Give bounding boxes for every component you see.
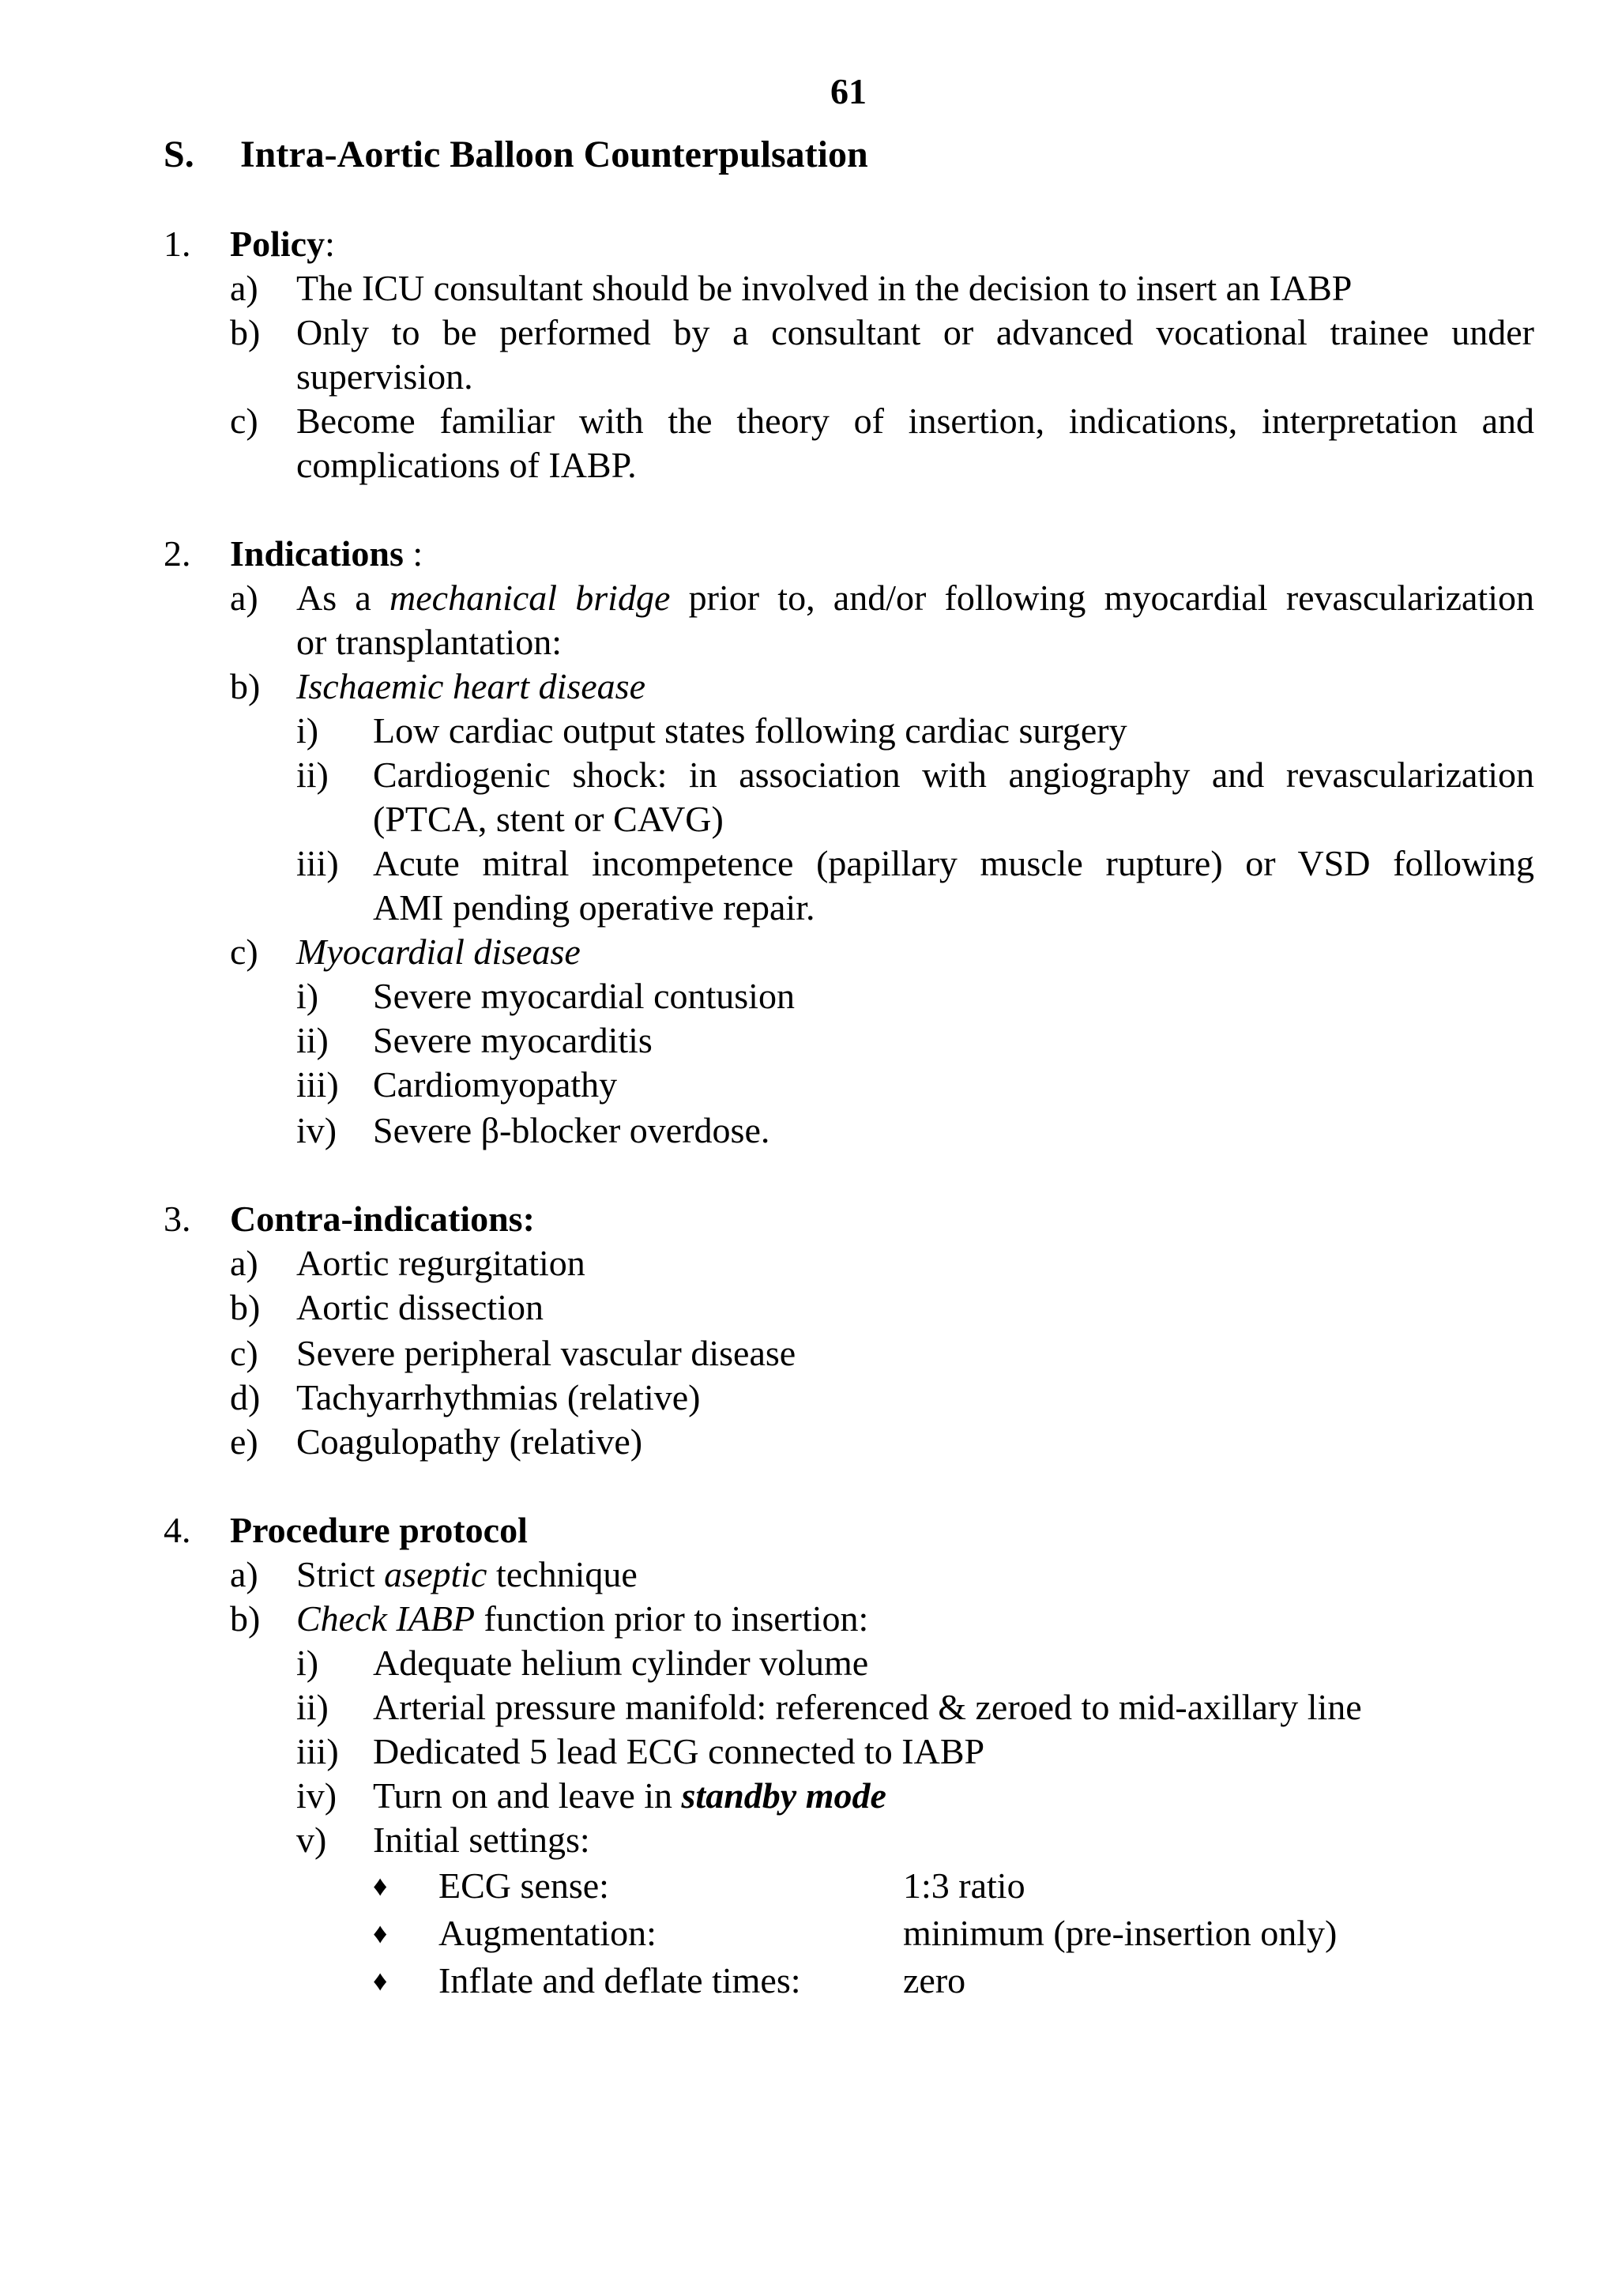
contraindications-b-text: Aortic dissection	[296, 1287, 544, 1327]
contraindications-b-label: b)	[230, 1287, 261, 1327]
indications-a-line1: As a mechanical bridge prior to, and/or following myocardial revascularization	[296, 578, 1534, 618]
contraindications-number: 3.	[164, 1199, 191, 1239]
indications-b-title: Ischaemic heart disease	[296, 666, 645, 706]
setting-augmentation-label: Augmentation:	[438, 1913, 657, 1953]
indications-c-iv-text: Severe β-blocker overdose.	[373, 1110, 770, 1150]
indications-b-iii-line2: AMI pending operative repair.	[373, 887, 815, 928]
contraindications-d-label: d)	[230, 1377, 261, 1417]
indications-c-iii-text: Cardiomyopathy	[373, 1064, 618, 1105]
setting-ecg-sense-label: ECG sense:	[438, 1865, 609, 1906]
procedure-b-i-label: i)	[296, 1643, 319, 1683]
indications-b-ii-line1: Cardiogenic shock: in association with angiography and revascularization	[373, 755, 1534, 795]
indications-b-i-text: Low cardiac output states following cardiac surgery	[373, 710, 1127, 751]
indications-b-label: b)	[230, 666, 261, 706]
indications-b-ii-line2: (PTCA, stent or CAVG)	[373, 799, 724, 839]
indications-c-label: c)	[230, 932, 258, 972]
indications-number: 2.	[164, 533, 191, 574]
procedure-b-i-text: Adequate helium cylinder volume	[373, 1643, 869, 1683]
indications-b-iii-line1: Acute mitral incompetence (papillary muscle rupture) or VSD following	[373, 843, 1534, 883]
diamond-bullet-icon: ♦	[373, 1918, 388, 1949]
procedure-b-v-label: v)	[296, 1820, 327, 1860]
procedure-b-v-text: Initial settings:	[373, 1820, 590, 1860]
policy-number: 1.	[164, 224, 191, 264]
contraindications-heading: Contra-indications:	[230, 1199, 535, 1239]
policy-item-a-label: a)	[230, 268, 258, 308]
indications-heading: Indications :	[230, 533, 423, 574]
policy-item-b-line2: supervision.	[296, 356, 473, 397]
indications-c-iv-label: iv)	[296, 1110, 337, 1150]
section-letter: S.	[164, 134, 194, 175]
procedure-b-iv-text: Turn on and leave in standby mode	[373, 1775, 886, 1816]
policy-heading: Policy:	[230, 224, 335, 264]
contraindications-c-label: c)	[230, 1333, 258, 1373]
contraindications-e-text: Coagulopathy (relative)	[296, 1421, 643, 1462]
policy-item-c-label: c)	[230, 401, 258, 441]
indications-c-iii-label: iii)	[296, 1064, 339, 1105]
procedure-b-iii-label: iii)	[296, 1731, 339, 1771]
indications-c-ii-label: ii)	[296, 1020, 329, 1060]
policy-item-c-line2: complications of IABP.	[296, 445, 637, 485]
procedure-number: 4.	[164, 1510, 191, 1550]
procedure-a-label: a)	[230, 1554, 258, 1594]
contraindications-a-text: Aortic regurgitation	[296, 1243, 585, 1283]
indications-b-iii-label: iii)	[296, 843, 339, 883]
procedure-b-text: Check IABP function prior to insertion:	[296, 1598, 869, 1639]
contraindications-a-label: a)	[230, 1243, 258, 1283]
procedure-heading: Procedure protocol	[230, 1510, 528, 1550]
indications-c-i-label: i)	[296, 976, 319, 1016]
indications-b-ii-label: ii)	[296, 755, 329, 795]
contraindications-e-label: e)	[230, 1421, 258, 1462]
procedure-b-ii-label: ii)	[296, 1687, 329, 1727]
contraindications-c-text: Severe peripheral vascular disease	[296, 1333, 796, 1373]
policy-item-c-line1: Become familiar with the theory of insertion, indications, interpretation and	[296, 401, 1534, 441]
procedure-b-label: b)	[230, 1598, 261, 1639]
page-number: 61	[830, 71, 867, 111]
diamond-bullet-icon: ♦	[373, 1965, 388, 1997]
policy-item-b-line1: Only to be performed by a consultant or advanced vocational trainee under	[296, 312, 1534, 352]
diamond-bullet-icon: ♦	[373, 1870, 388, 1902]
setting-ecg-sense-value: 1:3 ratio	[903, 1865, 1025, 1906]
indications-c-title: Myocardial disease	[296, 932, 581, 972]
policy-item-a-text: The ICU consultant should be involved in the decision to insert an IABP	[296, 268, 1353, 308]
setting-augmentation-value: minimum (pre-insertion only)	[903, 1913, 1338, 1953]
setting-inflate-deflate-value: zero	[903, 1960, 966, 2001]
setting-inflate-deflate-label: Inflate and deflate times:	[438, 1960, 801, 2001]
indications-c-ii-text: Severe myocarditis	[373, 1020, 653, 1060]
indications-a-label: a)	[230, 578, 258, 618]
indications-b-i-label: i)	[296, 710, 319, 751]
section-title: Intra-Aortic Balloon Counterpulsation	[240, 134, 868, 175]
indications-a-line2: or transplantation:	[296, 622, 562, 662]
policy-item-b-label: b)	[230, 312, 261, 352]
contraindications-d-text: Tachyarrhythmias (relative)	[296, 1377, 701, 1417]
procedure-a-text: Strict aseptic technique	[296, 1554, 638, 1594]
indications-c-i-text: Severe myocardial contusion	[373, 976, 795, 1016]
procedure-b-iii-text: Dedicated 5 lead ECG connected to IABP	[373, 1731, 985, 1771]
procedure-b-ii-text: Arterial pressure manifold: referenced & zeroed to mid-axillary line	[373, 1687, 1362, 1727]
procedure-b-iv-label: iv)	[296, 1775, 337, 1816]
